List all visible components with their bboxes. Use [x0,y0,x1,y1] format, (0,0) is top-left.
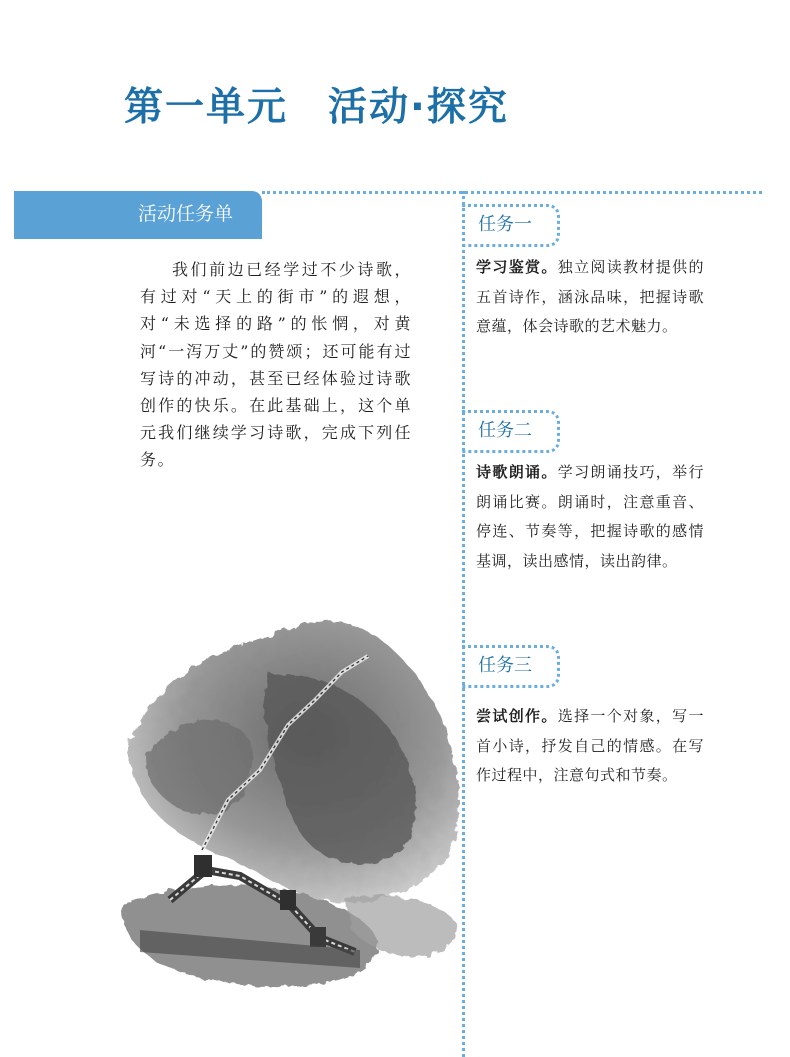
task-1-text [476,253,704,342]
great-wall-mountain-illustration [110,600,470,1012]
task-3-text [476,702,704,791]
unit-title [124,82,509,134]
task-2-body: 学习朗诵技巧，举行朗诵比赛。朗诵时，注意重音、停连、节奏等，把握诗歌的感情基调，读出感情，读出韵律。 [476,463,704,570]
task-heading-1 [462,204,560,247]
task-3-lead: 尝试创作。 [476,707,558,725]
task-heading-3-label: 任务三 [478,655,532,676]
unit-number: 第一单元 [124,85,289,130]
task-1-lead: 学习鉴赏。 [476,258,558,276]
task-heading-3 [462,645,560,688]
task-3-body: 选择一个对象，写一首小诗，抒发自己的情感。在写作过程中，注意句式和节奏。 [476,707,704,784]
task-heading-2 [462,410,560,453]
top-dotted-rule [262,191,762,194]
intro-paragraph: 我们前边已经学过不少诗歌，有过对“天上的街市”的遐想，对“未选择的路”的怅惘，对黄河“一泻万丈”的赞颂；还可能有过写诗的冲动，甚至已经体验过诗歌创作的快乐。在此基础上，这个单元我们继续学习诗歌，完成下列任务。 [140,260,412,470]
task-1-body: 独立阅读教材提供的五首诗作，涵泳品味，把握诗歌意蕴，体会诗歌的艺术魅力。 [476,258,704,335]
task-heading-2-label: 任务二 [478,420,532,441]
task-2-lead: 诗歌朗诵。 [476,463,558,481]
task-heading-1-label: 任务一 [478,214,532,235]
task-sheet-label: 活动任务单 [138,203,234,225]
task-2-text [476,458,704,576]
task-sheet-banner [14,191,262,239]
unit-theme: 活动·探究 [328,85,509,130]
